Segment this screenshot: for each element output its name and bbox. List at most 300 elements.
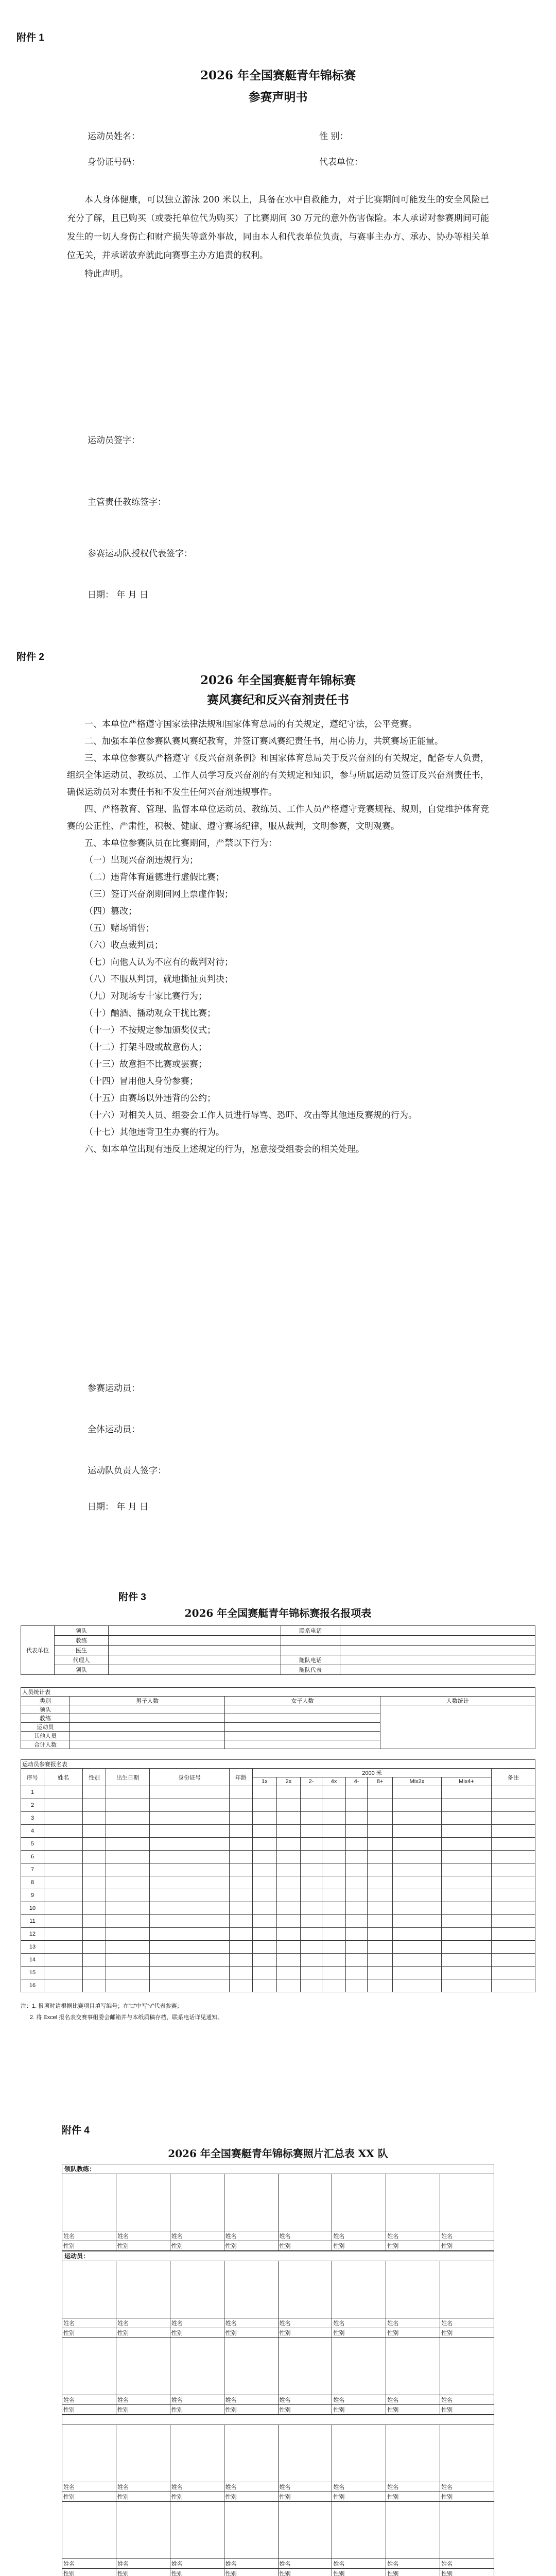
photo-caption: 姓名 xyxy=(278,2559,332,2569)
table-cell[interactable] xyxy=(393,1812,442,1825)
photo-caption: 姓名 xyxy=(170,2318,224,2328)
table-cell[interactable] xyxy=(393,1967,442,1979)
table-cell[interactable] xyxy=(230,1902,253,1915)
table-cell[interactable] xyxy=(441,1979,491,1992)
table-cell[interactable] xyxy=(230,1928,253,1941)
table-cell[interactable] xyxy=(322,1838,346,1851)
table-cell[interactable] xyxy=(492,1979,535,1992)
table-cell[interactable] xyxy=(301,1876,322,1889)
table-cell[interactable] xyxy=(150,1941,230,1954)
table-cell[interactable] xyxy=(44,1915,83,1928)
photo-slot xyxy=(224,2425,278,2482)
table-cell[interactable] xyxy=(322,1876,346,1889)
table-cell[interactable] xyxy=(441,1863,491,1876)
table-cell[interactable] xyxy=(393,1825,442,1838)
table-cell[interactable] xyxy=(276,1954,301,1967)
table-cell[interactable] xyxy=(230,1812,253,1825)
table-cell[interactable] xyxy=(44,1889,83,1902)
table-cell: 11 xyxy=(21,1915,44,1928)
table-cell[interactable] xyxy=(44,1799,83,1812)
table-cell[interactable] xyxy=(393,1902,442,1915)
table-cell[interactable] xyxy=(106,1838,150,1851)
table-cell[interactable] xyxy=(276,1851,301,1863)
a2-item: （一）出现兴奋剂违规行为； xyxy=(84,855,198,866)
photo-caption: 性别 xyxy=(278,2328,332,2338)
staff-col: 人数统计 xyxy=(380,1697,535,1705)
table-cell[interactable] xyxy=(253,1825,277,1838)
table-cell[interactable] xyxy=(393,1954,442,1967)
table-cell[interactable] xyxy=(253,1799,277,1812)
table-cell[interactable] xyxy=(393,1876,442,1889)
table-cell[interactable] xyxy=(253,1786,277,1799)
table-cell[interactable] xyxy=(367,1876,392,1889)
photo-slot xyxy=(116,2338,170,2395)
table-cell[interactable] xyxy=(346,1915,367,1928)
table-cell[interactable] xyxy=(230,1889,253,1902)
table-cell[interactable] xyxy=(492,1812,535,1825)
table-cell[interactable] xyxy=(441,1838,491,1851)
boat-class: Mix4+ xyxy=(441,1777,491,1786)
table-cell[interactable] xyxy=(393,1915,442,1928)
a2-item: （九）对现场专十家比赛行为； xyxy=(84,991,207,1002)
table-cell[interactable] xyxy=(253,1851,277,1863)
table-cell[interactable] xyxy=(106,1863,150,1876)
table-cell[interactable] xyxy=(276,1786,301,1799)
photo-caption: 姓名 xyxy=(116,2482,170,2492)
a3-title: 2026 年全国赛艇青年锦标赛报名报项表 xyxy=(184,1607,372,1619)
photo-table xyxy=(62,2174,494,2251)
table-cell[interactable] xyxy=(322,1928,346,1941)
photo-caption: 姓名 xyxy=(116,2395,170,2405)
table-cell[interactable] xyxy=(83,1863,106,1876)
table-cell[interactable] xyxy=(346,1979,367,1992)
table-cell[interactable] xyxy=(83,1967,106,1979)
table-cell[interactable] xyxy=(393,1786,442,1799)
attachment-2 xyxy=(0,644,556,1571)
table-cell[interactable] xyxy=(253,1876,277,1889)
photo-caption: 性别 xyxy=(116,2241,170,2251)
a2-item: （三）签订兴奋剂期间网上票虚作假； xyxy=(84,889,233,900)
table-cell[interactable] xyxy=(150,1863,230,1876)
table-cell[interactable] xyxy=(492,1941,535,1954)
table-cell[interactable] xyxy=(346,1941,367,1954)
table-cell[interactable] xyxy=(322,1967,346,1979)
table-cell[interactable] xyxy=(150,1876,230,1889)
table-cell[interactable] xyxy=(301,1967,322,1979)
table-cell[interactable] xyxy=(301,1902,322,1915)
table-cell[interactable] xyxy=(322,1825,346,1838)
table-cell[interactable] xyxy=(346,1876,367,1889)
table-cell[interactable] xyxy=(301,1799,322,1812)
attachment-4 xyxy=(0,2123,556,2576)
staff-row-label: 领队 xyxy=(21,1705,70,1714)
table-cell[interactable] xyxy=(393,1863,442,1876)
table-cell[interactable] xyxy=(276,1812,301,1825)
table-cell[interactable] xyxy=(230,1786,253,1799)
table-cell[interactable] xyxy=(276,1825,301,1838)
photo-caption: 性别 xyxy=(62,2492,116,2502)
table-cell[interactable] xyxy=(441,1825,491,1838)
table-cell[interactable] xyxy=(44,1902,83,1915)
table-cell[interactable] xyxy=(301,1979,322,1992)
table-cell[interactable] xyxy=(492,1876,535,1889)
table-cell[interactable] xyxy=(106,1979,150,1992)
table-cell[interactable] xyxy=(83,1812,106,1825)
photo-slot xyxy=(386,2261,440,2318)
table-row xyxy=(21,1902,535,1915)
table-cell[interactable] xyxy=(322,1954,346,1967)
table-cell[interactable] xyxy=(230,1851,253,1863)
table-cell[interactable] xyxy=(276,1928,301,1941)
table-cell[interactable] xyxy=(83,1799,106,1812)
table-cell[interactable] xyxy=(106,1889,150,1902)
table-cell[interactable] xyxy=(253,1967,277,1979)
table-cell[interactable] xyxy=(106,1786,150,1799)
table-cell[interactable] xyxy=(492,1786,535,1799)
table-cell[interactable] xyxy=(230,1967,253,1979)
table-cell[interactable] xyxy=(367,1954,392,1967)
a2-paragraph: 六、如本单位出现有违反上述规定的行为，愿意接受组委会的相关处理。 xyxy=(84,1144,364,1155)
table-cell[interactable] xyxy=(492,1851,535,1863)
table-cell[interactable] xyxy=(44,1954,83,1967)
table-cell[interactable] xyxy=(367,1812,392,1825)
table-cell[interactable] xyxy=(106,1851,150,1863)
table-cell[interactable] xyxy=(367,1825,392,1838)
photo-grid xyxy=(62,2164,494,2576)
table-cell[interactable] xyxy=(322,1915,346,1928)
table-cell[interactable] xyxy=(150,1825,230,1838)
table-cell[interactable] xyxy=(441,1967,491,1979)
table-cell[interactable] xyxy=(441,1786,491,1799)
table-cell[interactable] xyxy=(106,1928,150,1941)
table-cell[interactable] xyxy=(322,1863,346,1876)
table-cell[interactable] xyxy=(106,1915,150,1928)
table-cell[interactable] xyxy=(83,1851,106,1863)
table-cell[interactable] xyxy=(346,1812,367,1825)
table-cell[interactable] xyxy=(322,1941,346,1954)
table-cell[interactable] xyxy=(367,1928,392,1941)
table-cell[interactable] xyxy=(44,1812,83,1825)
a2-date: 日期： 年 月 日 xyxy=(88,1502,149,1512)
table-cell[interactable] xyxy=(253,1863,277,1876)
table-cell[interactable] xyxy=(276,1915,301,1928)
a2-paragraph: 四、严格教育、管理、监督本单位运动员、教练员、工作人员严格遵守竞赛规程、规则，自觉维护体育竞赛的公正性、严肃性，积极、健康、遵守赛场纪律，服从裁判，文明参赛，文明观赛。 xyxy=(67,804,489,832)
table-cell[interactable] xyxy=(83,1979,106,1992)
table-cell[interactable] xyxy=(44,1786,83,1799)
photo-caption: 姓名 xyxy=(278,2395,332,2405)
photo-slot xyxy=(278,2425,332,2482)
photo-caption: 姓名 xyxy=(62,2482,116,2492)
table-cell[interactable] xyxy=(276,1902,301,1915)
table-cell[interactable] xyxy=(106,1799,150,1812)
photo-caption: 姓名 xyxy=(62,2559,116,2569)
table-cell[interactable] xyxy=(106,1902,150,1915)
table-cell[interactable] xyxy=(44,1863,83,1876)
table-cell[interactable] xyxy=(301,1915,322,1928)
table-cell[interactable] xyxy=(393,1889,442,1902)
photo-caption: 姓名 xyxy=(278,2231,332,2241)
photo-slot xyxy=(440,2261,494,2318)
table-cell[interactable] xyxy=(150,1838,230,1851)
photo-slot xyxy=(62,2502,116,2559)
photo-slot xyxy=(278,2502,332,2559)
table-cell[interactable] xyxy=(367,1915,392,1928)
table-cell[interactable] xyxy=(230,1825,253,1838)
table-cell[interactable] xyxy=(106,1812,150,1825)
table-cell[interactable] xyxy=(301,1851,322,1863)
table-cell[interactable] xyxy=(346,1786,367,1799)
a1-title: 2026 年全国赛艇青年锦标赛 xyxy=(200,69,356,82)
photo-caption: 姓名 xyxy=(116,2231,170,2241)
table-cell[interactable] xyxy=(367,1799,392,1812)
table-cell[interactable] xyxy=(301,1928,322,1941)
table-cell[interactable] xyxy=(44,1979,83,1992)
table-cell[interactable] xyxy=(301,1954,322,1967)
table-cell[interactable] xyxy=(106,1941,150,1954)
photo-slot xyxy=(332,2502,386,2559)
photo-slot xyxy=(386,2502,440,2559)
table-cell[interactable] xyxy=(441,1889,491,1902)
photo-group-label: 运动员： xyxy=(62,2251,494,2261)
table-cell[interactable] xyxy=(253,1928,277,1941)
table-cell[interactable] xyxy=(301,1786,322,1799)
table-cell[interactable] xyxy=(230,1915,253,1928)
table-cell[interactable] xyxy=(150,1799,230,1812)
table-cell[interactable] xyxy=(492,1928,535,1941)
table-cell[interactable] xyxy=(441,1941,491,1954)
table-cell[interactable] xyxy=(393,1979,442,1992)
coaches-signature: 全体运动员： xyxy=(88,1425,140,1435)
photo-caption: 性别 xyxy=(386,2492,440,2502)
a2-item: （十七）其他违背卫生办赛的行为。 xyxy=(84,1127,224,1138)
table-cell[interactable] xyxy=(393,1941,442,1954)
table-cell[interactable] xyxy=(301,1812,322,1825)
table-cell: 1 xyxy=(21,1786,44,1799)
table-cell[interactable] xyxy=(346,1902,367,1915)
table-cell[interactable] xyxy=(83,1786,106,1799)
table-cell[interactable] xyxy=(83,1915,106,1928)
table-cell[interactable] xyxy=(441,1954,491,1967)
photo-caption: 性别 xyxy=(440,2241,494,2251)
table-cell[interactable] xyxy=(83,1941,106,1954)
table-cell[interactable] xyxy=(83,1928,106,1941)
photo-caption: 姓名 xyxy=(224,2482,278,2492)
table-cell[interactable] xyxy=(367,1863,392,1876)
table-cell[interactable] xyxy=(253,1838,277,1851)
table-cell[interactable] xyxy=(44,1851,83,1863)
table-cell[interactable] xyxy=(83,1889,106,1902)
a2-item: （六）收点裁判员； xyxy=(84,940,163,951)
table-cell[interactable] xyxy=(276,1799,301,1812)
table-cell[interactable] xyxy=(150,1928,230,1941)
table-cell[interactable] xyxy=(346,1838,367,1851)
table-cell[interactable] xyxy=(441,1876,491,1889)
table-cell[interactable] xyxy=(393,1851,442,1863)
table-cell[interactable] xyxy=(322,1902,346,1915)
a2-paragraph: 二、加强本单位参赛队赛风赛纪教育，并签订赛风赛纪责任书，用心协力，共筑赛场正能量。 xyxy=(84,736,443,747)
table-cell[interactable] xyxy=(253,1979,277,1992)
table-cell[interactable] xyxy=(367,1941,392,1954)
table-cell[interactable] xyxy=(106,1825,150,1838)
unit-label: 代表单位 xyxy=(21,1626,55,1675)
table-cell[interactable] xyxy=(346,1954,367,1967)
table-cell[interactable] xyxy=(441,1915,491,1928)
photo-slot xyxy=(440,2425,494,2482)
table-cell[interactable] xyxy=(367,1889,392,1902)
table-cell[interactable] xyxy=(106,1954,150,1967)
table-cell[interactable] xyxy=(150,1889,230,1902)
table-cell[interactable] xyxy=(492,1825,535,1838)
table-cell[interactable] xyxy=(230,1838,253,1851)
table-cell[interactable] xyxy=(83,1876,106,1889)
table-cell[interactable] xyxy=(492,1915,535,1928)
table-cell[interactable] xyxy=(441,1928,491,1941)
table-cell[interactable] xyxy=(276,1876,301,1889)
table-cell[interactable] xyxy=(106,1876,150,1889)
table-cell[interactable] xyxy=(276,1889,301,1902)
table-cell[interactable] xyxy=(83,1902,106,1915)
a2-item: （四）篡改； xyxy=(84,906,137,917)
table-cell[interactable] xyxy=(367,1851,392,1863)
table-cell[interactable] xyxy=(150,1915,230,1928)
table-cell[interactable] xyxy=(301,1825,322,1838)
table-cell[interactable] xyxy=(83,1825,106,1838)
table-cell[interactable] xyxy=(230,1799,253,1812)
table-cell[interactable] xyxy=(346,1851,367,1863)
table-cell[interactable] xyxy=(492,1799,535,1812)
table-cell[interactable] xyxy=(44,1928,83,1941)
a2-title: 2026 年全国赛艇青年锦标赛 xyxy=(200,673,356,687)
entry-col: 身份证号 xyxy=(150,1769,230,1786)
table-cell[interactable] xyxy=(346,1825,367,1838)
table-cell[interactable] xyxy=(150,1851,230,1863)
table-cell[interactable] xyxy=(492,1967,535,1979)
table-cell[interactable] xyxy=(150,1954,230,1967)
table-cell[interactable] xyxy=(301,1838,322,1851)
table-cell[interactable] xyxy=(367,1786,392,1799)
table-cell[interactable] xyxy=(393,1838,442,1851)
table-cell[interactable] xyxy=(492,1838,535,1851)
photo-caption: 姓名 xyxy=(224,2395,278,2405)
table-cell[interactable] xyxy=(367,1979,392,1992)
table-cell[interactable] xyxy=(367,1838,392,1851)
table-cell[interactable] xyxy=(253,1941,277,1954)
table-cell[interactable] xyxy=(83,1838,106,1851)
attachment-1-label: 附件 1 xyxy=(16,32,44,43)
table-cell: 14 xyxy=(21,1954,44,1967)
table-cell[interactable] xyxy=(322,1851,346,1863)
photo-caption: 性别 xyxy=(278,2241,332,2251)
table-cell[interactable] xyxy=(83,1954,106,1967)
table-cell xyxy=(109,1626,281,1636)
table-cell[interactable] xyxy=(322,1979,346,1992)
table-row xyxy=(21,1786,535,1799)
unit-row-label: 联系电话 xyxy=(281,1626,340,1636)
table-cell[interactable] xyxy=(393,1928,442,1941)
boat-class: 4- xyxy=(346,1777,367,1786)
table-cell[interactable] xyxy=(393,1799,442,1812)
table-cell[interactable] xyxy=(276,1838,301,1851)
table-cell[interactable] xyxy=(44,1825,83,1838)
table-cell[interactable] xyxy=(230,1863,253,1876)
table-cell[interactable] xyxy=(346,1928,367,1941)
table-cell[interactable] xyxy=(346,1799,367,1812)
table-cell[interactable] xyxy=(322,1812,346,1825)
table-cell[interactable] xyxy=(253,1915,277,1928)
table-cell[interactable] xyxy=(44,1941,83,1954)
table-cell[interactable] xyxy=(230,1941,253,1954)
table-cell xyxy=(380,1705,535,1749)
table-cell[interactable] xyxy=(367,1902,392,1915)
photo-caption: 性别 xyxy=(224,2241,278,2251)
table-cell[interactable] xyxy=(441,1902,491,1915)
table-cell[interactable] xyxy=(150,1979,230,1992)
table-cell[interactable] xyxy=(230,1876,253,1889)
table-cell[interactable] xyxy=(301,1941,322,1954)
table-cell[interactable] xyxy=(253,1889,277,1902)
table-cell[interactable] xyxy=(492,1902,535,1915)
a1-body xyxy=(67,191,489,283)
photo-caption: 姓名 xyxy=(170,2482,224,2492)
table-cell[interactable] xyxy=(230,1954,253,1967)
unit-table xyxy=(21,1625,535,1675)
table-cell[interactable] xyxy=(106,1967,150,1979)
table-cell[interactable] xyxy=(492,1889,535,1902)
photo-caption: 姓名 xyxy=(440,2318,494,2328)
table-cell[interactable] xyxy=(441,1851,491,1863)
table-cell[interactable] xyxy=(253,1902,277,1915)
table-cell xyxy=(340,1665,535,1675)
attachment-3 xyxy=(0,1589,556,2110)
photo-caption: 性别 xyxy=(278,2492,332,2502)
photo-caption: 姓名 xyxy=(170,2559,224,2569)
table-row xyxy=(21,1979,535,1992)
table-cell[interactable] xyxy=(150,1786,230,1799)
table-cell[interactable] xyxy=(492,1954,535,1967)
table-cell[interactable] xyxy=(346,1889,367,1902)
table-cell[interactable] xyxy=(301,1889,322,1902)
table-cell[interactable] xyxy=(276,1863,301,1876)
photo-caption: 姓名 xyxy=(224,2318,278,2328)
table-cell[interactable] xyxy=(322,1799,346,1812)
table-cell[interactable] xyxy=(44,1838,83,1851)
table-cell[interactable] xyxy=(441,1799,491,1812)
table-cell[interactable] xyxy=(346,1967,367,1979)
table-cell[interactable] xyxy=(492,1863,535,1876)
table-cell[interactable] xyxy=(367,1967,392,1979)
table-cell[interactable] xyxy=(322,1786,346,1799)
table-cell[interactable] xyxy=(322,1889,346,1902)
table-cell[interactable] xyxy=(346,1863,367,1876)
photo-slot xyxy=(278,2338,332,2395)
table-cell[interactable] xyxy=(253,1812,277,1825)
table-cell[interactable] xyxy=(276,1941,301,1954)
table-row xyxy=(21,1876,535,1889)
id-number-field: 身份证号码： xyxy=(88,157,140,167)
table-cell[interactable] xyxy=(150,1967,230,1979)
table-cell[interactable] xyxy=(150,1902,230,1915)
table-cell[interactable] xyxy=(441,1812,491,1825)
table-cell[interactable] xyxy=(150,1812,230,1825)
table-cell[interactable] xyxy=(44,1876,83,1889)
table-cell[interactable] xyxy=(230,1979,253,1992)
table-cell[interactable] xyxy=(253,1954,277,1967)
table-cell[interactable] xyxy=(44,1967,83,1979)
table-cell[interactable] xyxy=(301,1863,322,1876)
table-cell[interactable] xyxy=(276,1979,301,1992)
photo-slot xyxy=(170,2338,224,2395)
table-cell[interactable] xyxy=(276,1967,301,1979)
